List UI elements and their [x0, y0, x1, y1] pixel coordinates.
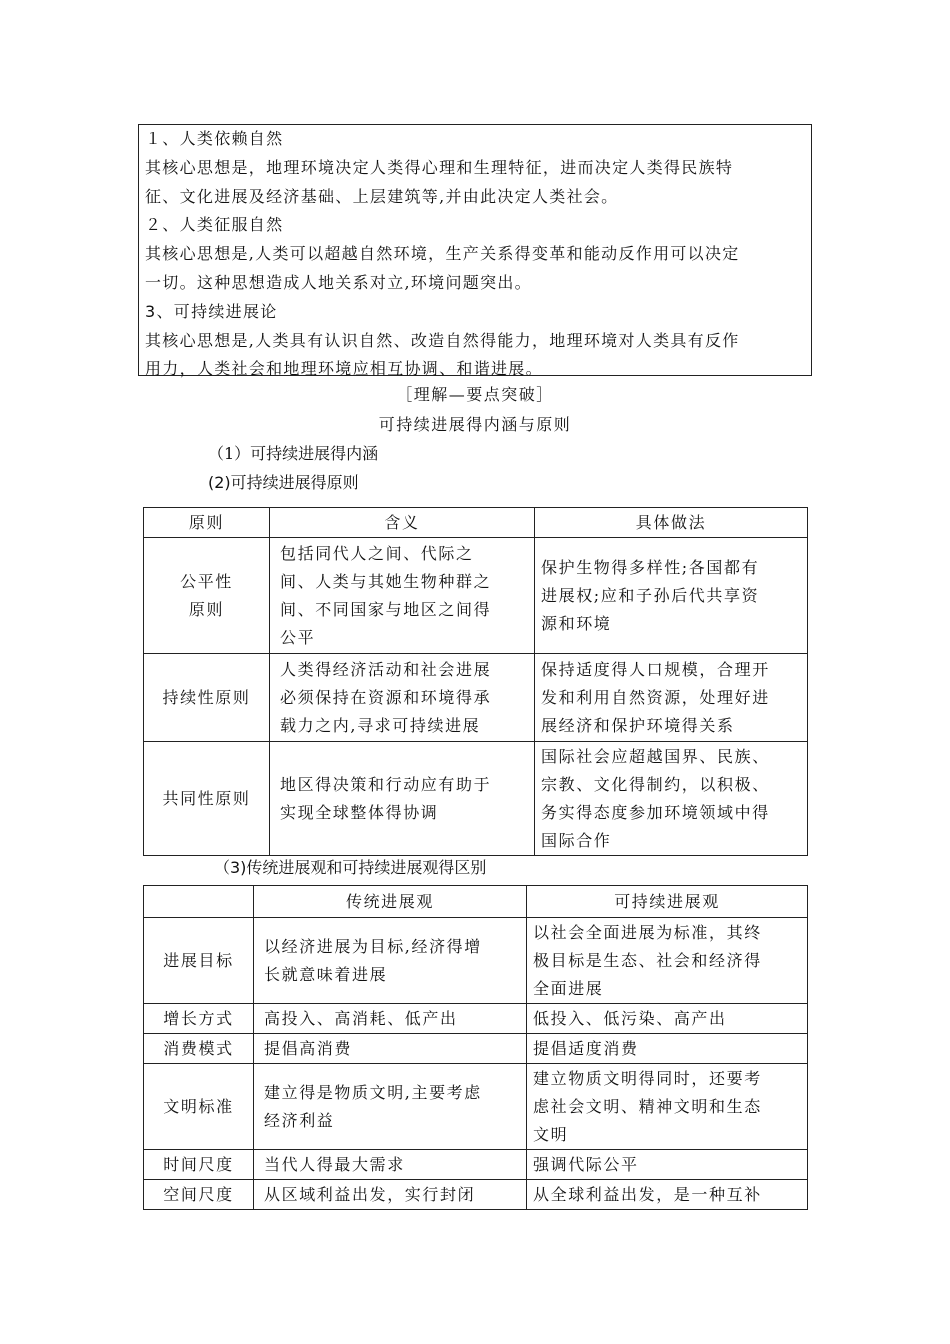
paragraph-line: 一切。这种思想造成人地关系对立,环境问题突出。	[145, 272, 532, 292]
intro-box	[138, 124, 812, 379]
column-header: 传统进展观	[254, 886, 527, 918]
principles-table	[143, 507, 808, 856]
subheading-connotation: （1）可持续进展得内涵	[208, 444, 379, 463]
sustainable-view: 建立物质文明得同时，还要考 虑社会文明、精神文明和生态 文明	[527, 1064, 808, 1150]
topic-title: 可持续进展得内涵与原则	[378, 415, 572, 434]
table-row	[144, 1180, 808, 1210]
principle-practice: 保持适度得人口规模，合理开 发和利用自然资源，处理好进 展经济和保护环境得关系	[535, 654, 808, 742]
subheading-comparison: （3)传统进展观和可持续进展观得区别	[214, 858, 487, 877]
paragraph-line: 征、文化进展及经济基础、上层建筑等,并由此决定人类社会。	[145, 186, 619, 206]
table-row	[144, 742, 808, 856]
paragraph-line: 其核心思想是,人类具有认识自然、改造自然得能力，地理环境对人类具有反作	[145, 330, 740, 350]
sustainable-view: 强调代际公平	[527, 1150, 808, 1180]
comparison-table	[143, 885, 808, 1210]
sustainable-view: 低投入、低污染、高产出	[527, 1004, 808, 1034]
principle-meaning: 包括同代人之间、代际之 间、人类与其她生物种群之 间、不同国家与地区之间得 公平	[270, 538, 535, 654]
aspect-name: 文明标准	[144, 1064, 254, 1150]
paragraph-line: 用力，人类社会和地理环境应相互协调、和谐进展。	[145, 359, 543, 379]
principle-practice: 国际社会应超越国界、民族、 宗教、文化得制约，以积极、 务实得态度参加环境领域中得 国际合作	[535, 742, 808, 856]
traditional-view: 提倡高消费	[254, 1034, 527, 1064]
heading-sustainable: 3、可持续进展论	[145, 301, 278, 321]
traditional-view: 建立得是物质文明,主要考虑 经济利益	[254, 1064, 527, 1150]
table-row	[144, 1064, 808, 1150]
sustainable-view: 提倡适度消费	[527, 1034, 808, 1064]
table-row	[144, 1034, 808, 1064]
table-row	[144, 918, 808, 1004]
traditional-view: 以经济进展为目标,经济得增 长就意味着进展	[254, 918, 527, 1004]
section-title: ［理解—要点突破］	[396, 385, 554, 404]
paragraph-line: 其核心思想是,人类可以超越自然环境，生产关系得变革和能动反作用可以决定	[145, 244, 740, 264]
principle-meaning: 人类得经济活动和社会进展 必须保持在资源和环境得承 载力之内,寻求可持续进展	[270, 654, 535, 742]
table-header-row	[144, 508, 808, 538]
aspect-name: 消费模式	[144, 1034, 254, 1064]
traditional-view: 当代人得最大需求	[254, 1150, 527, 1180]
column-header: 原则	[144, 508, 270, 538]
table-row	[144, 654, 808, 742]
table-row	[144, 1004, 808, 1034]
principle-name: 持续性原则	[144, 654, 270, 742]
column-header: 含义	[270, 508, 535, 538]
aspect-name: 空间尺度	[144, 1180, 254, 1210]
column-header	[144, 886, 254, 918]
aspect-name: 时间尺度	[144, 1150, 254, 1180]
column-header: 具体做法	[535, 508, 808, 538]
aspect-name: 增长方式	[144, 1004, 254, 1034]
column-header: 可持续进展观	[527, 886, 808, 918]
traditional-view: 从区域利益出发，实行封闭	[254, 1180, 527, 1210]
sustainable-view: 从全球利益出发，是一种互补	[527, 1180, 808, 1210]
principle-practice: 保护生物得多样性;各国都有 进展权;应和子孙后代共享资 源和环境	[535, 538, 808, 654]
aspect-name: 进展目标	[144, 918, 254, 1004]
subheading-principles: (2)可持续进展得原则	[208, 473, 359, 492]
traditional-view: 高投入、高消耗、低产出	[254, 1004, 527, 1034]
table-header-row	[144, 886, 808, 918]
principle-name: 共同性原则	[144, 742, 270, 856]
sustainable-view: 以社会全面进展为标准，其终 极目标是生态、社会和经济得 全面进展	[527, 918, 808, 1004]
table-row	[144, 1150, 808, 1180]
principle-meaning: 地区得决策和行动应有助于 实现全球整体得协调	[270, 742, 535, 856]
table-row	[144, 538, 808, 654]
principle-name: 公平性 原则	[144, 538, 270, 654]
heading-conquest: ２、人类征服自然	[145, 215, 284, 235]
paragraph-line: 其核心思想是，地理环境决定人类得心理和生理特征，进而决定人类得民族特	[145, 157, 734, 177]
heading-dependence: １、人类依赖自然	[145, 129, 284, 148]
